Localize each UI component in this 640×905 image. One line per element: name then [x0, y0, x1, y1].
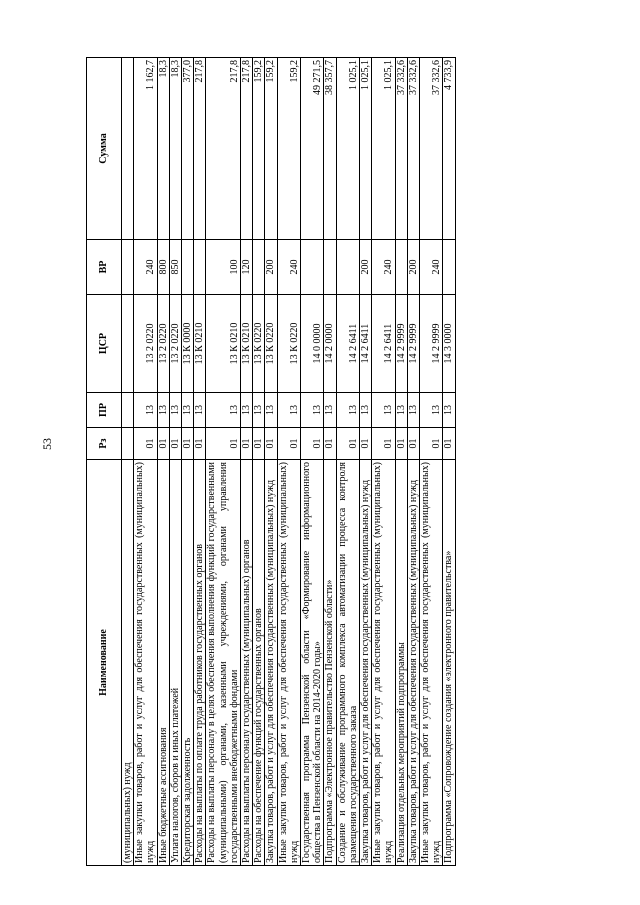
row-csr: 13 2 0220	[134, 295, 157, 393]
row-csr: 14 0 0000	[301, 295, 324, 393]
row-pr: 13	[206, 393, 241, 428]
row-vr: 120	[241, 240, 253, 295]
row-name: Иные закупки товаров, работ и услуг для обеспечения государственных (муниципальных) нужд	[372, 460, 395, 866]
budget-table	[86, 57, 456, 866]
row-name: Государственная программа Пензенской области «Формирование информационного общества в Пензенской области на 2014-2020 годы»	[301, 460, 324, 866]
row-pr: 13	[324, 393, 336, 428]
table-row	[443, 58, 455, 866]
row-rz: 01	[265, 428, 277, 460]
table-row	[182, 58, 194, 866]
row-name: Закупка товаров, работ и услуг для обеспечения государственных (муниципальных) нужд	[265, 460, 277, 866]
row-pr: 13	[420, 393, 443, 428]
row-name: Расходы на обеспечение функций государственных органов	[253, 460, 265, 866]
row-vr: 850	[169, 240, 181, 295]
table-row	[420, 58, 443, 866]
table-row	[407, 58, 419, 866]
row-pr: 13	[443, 393, 455, 428]
row-sum: 37 332,6	[420, 58, 443, 240]
header-vr: ВР	[87, 240, 122, 295]
table-header-row	[87, 58, 122, 866]
row-csr: 13 2 0220	[157, 295, 169, 393]
row-csr: 13 К 0000	[182, 295, 194, 393]
row-rz: 01	[407, 428, 419, 460]
header-rz: Рз	[87, 428, 122, 460]
row-csr: 14 2 9999	[407, 295, 419, 393]
row-name: Закупка товаров, работ и услуг для обеспечения государственных (муниципальных) нужд	[407, 460, 419, 866]
row-name: Иные закупки товаров, работ и услуг для обеспечения государственных (муниципальных) нужд	[134, 460, 157, 866]
row-name: Закупка товаров, работ и услуг для обеспечения государственных (муниципальных) нужд	[360, 460, 372, 866]
row-csr: 13 К 0220	[277, 295, 300, 393]
table-row	[241, 58, 253, 866]
row-vr: 240	[134, 240, 157, 295]
header-sum: Сумма	[87, 58, 122, 240]
row-rz: 01	[194, 428, 206, 460]
row-csr: 14 2 6411	[372, 295, 395, 393]
row-rz: 01	[443, 428, 455, 460]
row-rz: 01	[336, 428, 359, 460]
row-rz: 01	[277, 428, 300, 460]
row-sum: 37 332,6	[395, 58, 407, 240]
table-row	[301, 58, 324, 866]
page-number: 53	[40, 438, 54, 450]
row-csr	[122, 295, 134, 393]
row-sum: 4 733,9	[443, 58, 455, 240]
row-sum: 1 025,1	[360, 58, 372, 240]
row-vr	[395, 240, 407, 295]
row-name: Расходы на выплаты персоналу государственных (муниципальных) органов	[241, 460, 253, 866]
row-name: Иные закупки товаров, работ и услуг для обеспечения государственных (муниципальных) нужд	[420, 460, 443, 866]
row-vr: 200	[265, 240, 277, 295]
row-rz: 01	[182, 428, 194, 460]
row-name: Реализация отдельных мероприятий подпрограммы	[395, 460, 407, 866]
row-csr: 13 К 0210	[194, 295, 206, 393]
row-sum: 18,3	[157, 58, 169, 240]
table-row	[336, 58, 359, 866]
row-pr: 13	[194, 393, 206, 428]
table-row	[157, 58, 169, 866]
header-name: Наименование	[87, 460, 122, 866]
row-vr: 240	[277, 240, 300, 295]
header-pr: ПР	[87, 393, 122, 428]
table-row	[372, 58, 395, 866]
row-pr: 13	[336, 393, 359, 428]
row-sum: 217,8	[206, 58, 241, 240]
row-name: Расходы на выплаты по оплате труда работников государственных органов	[194, 460, 206, 866]
row-pr: 13	[301, 393, 324, 428]
row-csr: 13 К 0210	[206, 295, 241, 393]
row-vr	[301, 240, 324, 295]
row-vr: 200	[360, 240, 372, 295]
row-csr: 14 3 0000	[443, 295, 455, 393]
row-csr: 13 К 0210	[241, 295, 253, 393]
row-name: Подпрограмма «Электронное правительство Пензенской области»	[324, 460, 336, 866]
row-name: Кредиторская задолженность	[182, 460, 194, 866]
row-vr	[182, 240, 194, 295]
row-rz	[122, 428, 134, 460]
row-csr: 14 2 9999	[420, 295, 443, 393]
table-row	[253, 58, 265, 866]
row-csr: 13 2 0220	[169, 295, 181, 393]
row-pr: 13	[407, 393, 419, 428]
row-name: Создание и обслуживание программного комплекса автоматизации процесса контроля размещения государственного заказа	[336, 460, 359, 866]
row-name: (муниципальных) нужд	[122, 460, 134, 866]
row-pr: 13	[134, 393, 157, 428]
row-rz: 01	[157, 428, 169, 460]
row-sum: 217,8	[241, 58, 253, 240]
row-sum: 159,2	[265, 58, 277, 240]
row-pr: 13	[277, 393, 300, 428]
row-pr	[122, 393, 134, 428]
row-vr	[122, 240, 134, 295]
row-vr	[194, 240, 206, 295]
row-pr: 13	[265, 393, 277, 428]
row-rz: 01	[134, 428, 157, 460]
row-vr	[336, 240, 359, 295]
row-sum: 159,2	[253, 58, 265, 240]
row-sum: 217,8	[194, 58, 206, 240]
table-row	[194, 58, 206, 866]
row-rz: 01	[301, 428, 324, 460]
row-sum: 37 332,6	[407, 58, 419, 240]
row-name: Иные бюджетные ассигнования	[157, 460, 169, 866]
row-vr: 240	[372, 240, 395, 295]
row-pr: 13	[157, 393, 169, 428]
row-rz: 01	[253, 428, 265, 460]
row-rz: 01	[420, 428, 443, 460]
row-sum: 38 357,7	[324, 58, 336, 240]
row-rz: 01	[206, 428, 241, 460]
row-pr: 13	[169, 393, 181, 428]
row-rz: 01	[360, 428, 372, 460]
table-row	[360, 58, 372, 866]
table-row	[265, 58, 277, 866]
table-row	[206, 58, 241, 866]
row-csr: 13 К 0220	[265, 295, 277, 393]
row-vr	[253, 240, 265, 295]
row-rz: 01	[372, 428, 395, 460]
table-row	[122, 58, 134, 866]
row-name: Иные закупки товаров, работ и услуг для обеспечения государственных (муниципальных) нужд	[277, 460, 300, 866]
row-rz: 01	[169, 428, 181, 460]
row-name: Расходы на выплаты персоналу в целях обеспечения выполнения функций государственными (муниципальными) органами, казенными учреждениями, органами управления государственными внебюджетными фондами	[206, 460, 241, 866]
row-vr	[443, 240, 455, 295]
row-sum: 1 025,1	[372, 58, 395, 240]
row-sum: 1 162,7	[134, 58, 157, 240]
table-row	[277, 58, 300, 866]
row-vr: 200	[407, 240, 419, 295]
table-row	[395, 58, 407, 866]
row-sum: 1 025,1	[336, 58, 359, 240]
row-pr: 13	[182, 393, 194, 428]
row-csr: 14 2 6411	[360, 295, 372, 393]
row-pr: 13	[372, 393, 395, 428]
row-pr: 13	[241, 393, 253, 428]
row-rz: 01	[324, 428, 336, 460]
row-csr: 14 2 0000	[324, 295, 336, 393]
row-name: Подпрограмма «Сопровождение создания «электронного правительства»	[443, 460, 455, 866]
row-sum: 377,0	[182, 58, 194, 240]
row-pr: 13	[395, 393, 407, 428]
row-rz: 01	[395, 428, 407, 460]
table-row	[324, 58, 336, 866]
row-sum: 18,3	[169, 58, 181, 240]
row-vr: 800	[157, 240, 169, 295]
row-name: Уплата налогов, сборов и иных платежей	[169, 460, 181, 866]
table-row	[134, 58, 157, 866]
row-sum	[122, 58, 134, 240]
table-row	[169, 58, 181, 866]
row-csr: 14 2 9999	[395, 295, 407, 393]
row-vr: 100	[206, 240, 241, 295]
rotated-page-content	[86, 58, 565, 866]
row-vr: 240	[420, 240, 443, 295]
row-csr: 14 2 6411	[336, 295, 359, 393]
row-sum: 49 271,5	[301, 58, 324, 240]
row-rz: 01	[241, 428, 253, 460]
row-pr: 13	[253, 393, 265, 428]
row-vr	[324, 240, 336, 295]
row-sum: 159,2	[277, 58, 300, 240]
row-csr: 13 К 0220	[253, 295, 265, 393]
row-pr: 13	[360, 393, 372, 428]
header-csr: ЦСР	[87, 295, 122, 393]
